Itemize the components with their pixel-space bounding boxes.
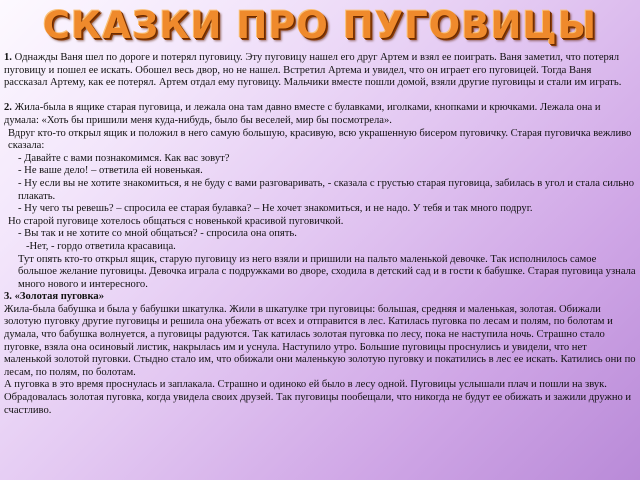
story-1-paragraph: [4, 52, 636, 90]
story-text-block: [4, 52, 636, 417]
story-2-paragraph: Вдруг кто-то открыл ящик и положил в него самую большую, красивую, всю украшенную бисером пуговичку. Старая пуговичка вежливо сказала:: [8, 127, 632, 152]
story-2-dialogue-line: - Ну если вы не хотите знакомиться, я не буду с вами разговаривать, - сказала с грустью старая пуговица, забилась в угол и стала сильно плакать.: [18, 177, 635, 202]
story-2-paragraph: Но старой пуговице хотелось общаться с новенькой красивой пуговичкой.: [8, 215, 344, 227]
story-3-heading: 3. «Золотая пуговка»: [4, 291, 104, 303]
story-2-intro-paragraph: [4, 102, 636, 127]
story-2-dialogue-line: -Нет, - гордо ответила красавица.: [26, 240, 176, 252]
story-2-dialogue-line: - Вы так и не хотите со мной общаться? - спросила она опять.: [18, 228, 297, 240]
page-title: СКАЗКИ ПРО ПУГОВИЦЫ: [42, 4, 598, 47]
paragraph-gap: [4, 90, 636, 103]
story-2-number: 2.: [4, 102, 12, 114]
story-1-text: Однажды Ваня шел по дороге и потерял пуговицу. Эту пуговицу нашел его друг Артем и взял ее поиграть. Ваня заметил, что потерял пуговицу и пошел ее искать. Обошел весь двор, но не нашел. Встретил Артема и увидел, что он играет его пуговицей. Тогда Ваня рассказал Артему, как ее потерял. Артем отдал ему пуговицу. Мальчики вместе пошли домой, взяли другие пуговицы и стали им играть.: [4, 52, 622, 89]
story-2-paragraph: Тут опять кто-то открыл ящик, старую пуговицу из него взяли и пришили на пальто маленькой девочке. Так исполнилось самое большое желание пуговицы. Девочка играла с подружками во дворе, сходила в детский сад и в гости к бабушке. Старая пуговица узнала много нового и интересного.: [18, 253, 636, 290]
story-2-dialogue-line: - Ну чего ты ревешь? – спросила ее старая булавка? – Не хочет знакомиться, и не надо. У тебя и так много подруг.: [18, 203, 533, 215]
story-3-paragraph: Жила-была бабушка и была у бабушки шкатулка. Жили в шкатулке три пуговицы: большая, средняя и маленькая, золотая. Обижали золотую пуговку другие пуговицы и решила она убежать от всех и отправится в лес. Катилась пуговка по лесам и полям, по болотам и думала, что бабушка волнуется, а пуговицы радуются. Так катилась золотая пуговка по лесу, пока не наступила ночь. Страшно стало пуговке, взяла она осиновый листик, накрылась им и уснула. Наступило утро. Большие пуговицы проснулись и увидели, что нет маленькой золотой пуговки. Стыдно стало им, что обижали они маленькую золотую пуговку и покатились в лес ее искать. Катились они по лесам, по полям, по болотам.: [4, 303, 636, 378]
story-2-intro: Жила-была в ящике старая пуговица, и лежала она там давно вместе с булавками, иголками, кнопками и крючками. Лежала она и думала: «Хоть бы пришили меня куда-нибудь, было бы веселей, мир бы посмотрела».: [4, 102, 601, 126]
story-2-dialogue-line: - Не ваше дело! – ответила ей новенькая.: [18, 165, 203, 177]
story-1-number: 1.: [4, 52, 12, 63]
story-2-dialogue-line: - Давайте с вами познакомимся. Как вас зовут?: [18, 152, 230, 164]
story-3-paragraph: А пуговка в это время проснулась и заплакала. Страшно и одиноко ей было в лесу одной. Пуговицы услышали плач и пошли на звук. Обрадовалась золотая пуговка, когда увидела своих друзей. Так пуговицы пообещали, что никогда не будут ее обижать и зажили дружно и счастливо.: [4, 379, 632, 416]
